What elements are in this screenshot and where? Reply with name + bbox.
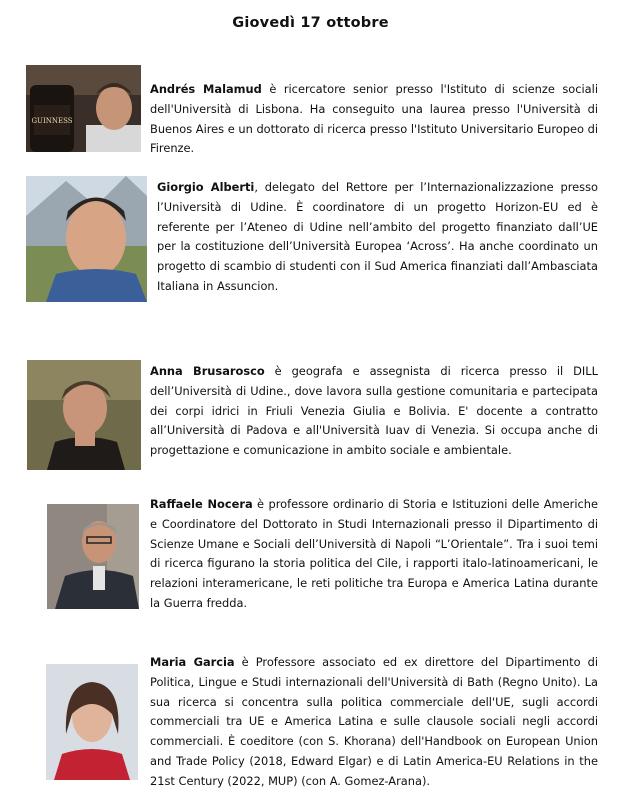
bio-maria-garcia — [150, 653, 598, 792]
bio-andres-malamud — [150, 80, 598, 159]
photo-andres-malamud — [26, 65, 141, 152]
bio-name: Andrés Malamud — [150, 82, 262, 96]
bio-name: Raffaele Nocera — [150, 497, 253, 511]
bio-name: Anna Brusarosco — [150, 364, 265, 378]
bio-body: è ricercatore senior presso l'Istituto di scienze sociali dell'Università di Lisbona. Ha conseguito una laurea presso l'Università di Buenos Aires e un dottorato di ricerca presso l'Istituto Universitario Europeo di Firenze. — [150, 82, 598, 156]
bio-anna-brusarosco — [150, 362, 598, 461]
guinness-logo: GUINNESS — [31, 117, 73, 125]
bio-raffaele-nocera — [150, 495, 598, 614]
bio-name: Giorgio Alberti — [157, 180, 255, 194]
bio-giorgio-alberti — [157, 178, 598, 297]
photo-anna-brusarosco — [27, 360, 141, 470]
photo-maria-garcia — [46, 664, 138, 780]
bio-body: , delegato del Rettore per l’Internazionalizzazione presso l’Università di Udine. È coordinatore di un progetto Horizon-EU ed è referente per l’Ateneo di Udine nell’ambito del progetto finanziato dall’UE per la costituzione dell’Università Europea ‘Across’. Ha anche coordinato un progetto di scambio di studenti con il Sud America finanziati dall’Ambasciata Italiana in Assuncion. — [157, 180, 598, 293]
bio-body: è geografa e assegnista di ricerca presso il DILL dell’Università di Udine., dove lavora sulla gestione comunitaria e partecipata dei corpi idrici in Friuli Venezia Giulia e Bolivia. E' docente a contratto all’Università di Padova e all'Università Iuav di Venezia. Si occupa anche di progettazione e comunicazione in ambito sociale e ambientale. — [150, 364, 598, 458]
page-title: Giovedì 17 ottobre — [232, 15, 389, 31]
bio-name: Maria Garcia — [150, 655, 235, 669]
bio-body: è professore ordinario di Storia e Istituzioni delle Americhe e Coordinatore del Dottorato in Studi Internazionali presso il Dipartimento di Scienze Umane e Sociali dell’Università di Napoli “L’Orientale”. Tra i suoi temi di ricerca figurano la storia politica del Cile, i rapporti italo-latinoamericani, le relazioni interamericane, le reti politiche tra Europa e America Latina durante la Guerra fredda. — [150, 497, 598, 610]
bio-body: è Professore associato ed ex direttore del Dipartimento di Politica, Lingue e Studi internazionali dell'Università di Bath (Regno Unito). La sua ricerca si concentra sulla politica commerciale dell'UE, sugli accordi commerciali tra UE e America Latina e sulle clausole sociali negli accordi commerciali. È coeditore (con S. Khorana) dell'Handbook on European Union and Trade Policy (2018, Edward Elgar) e di Latin America-EU Relations in the 21st Century (2022, MUP) (con A. Gomez-Arana). — [150, 655, 598, 788]
photo-raffaele-nocera — [47, 504, 139, 609]
photo-giorgio-alberti — [26, 176, 147, 302]
